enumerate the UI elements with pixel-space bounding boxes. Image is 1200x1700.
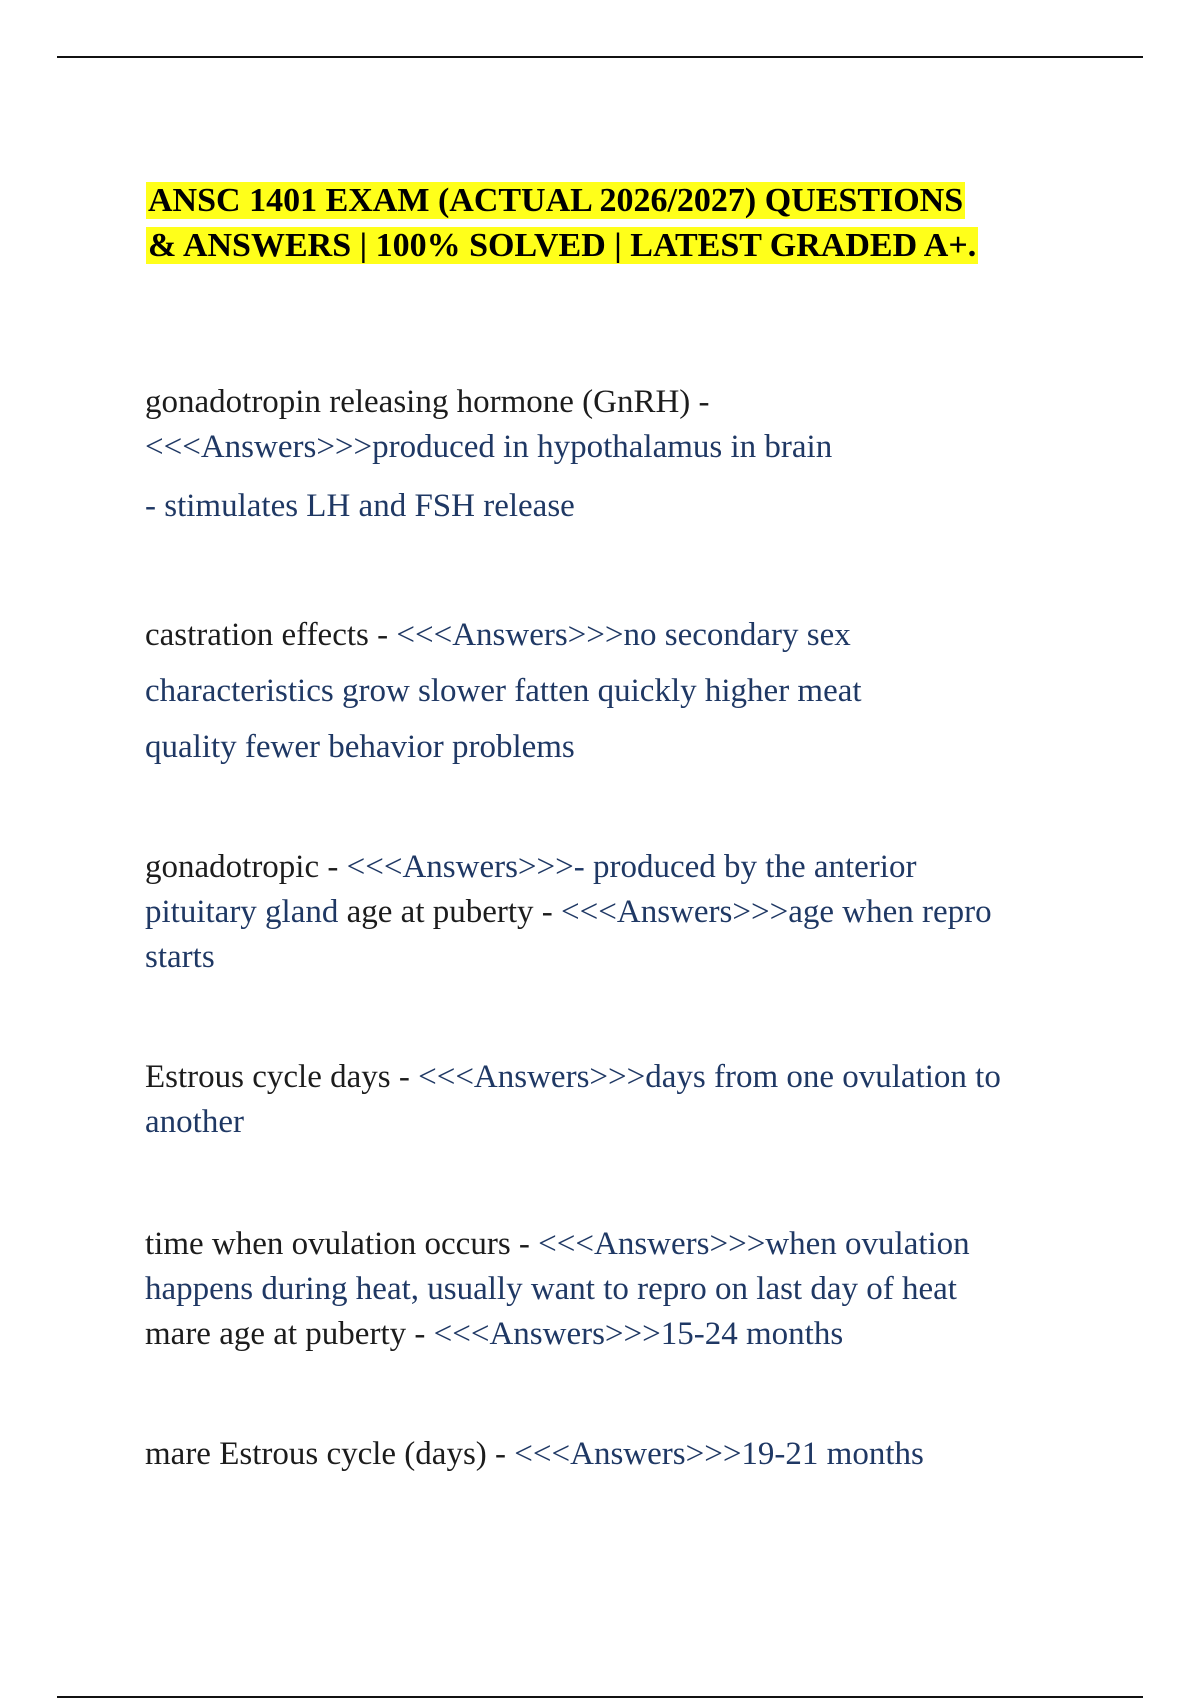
qa-entry-castration <box>145 607 885 775</box>
answer-text: <<<Answers>>>when ovulation happens during heat, usually want to repro on last day of heat <box>145 1226 970 1307</box>
question-text: mare Estrous cycle (days) - <box>145 1436 515 1472</box>
qa-entry-estrous-cycle <box>145 1055 1080 1145</box>
qa-entry-gonadotropic <box>145 845 1025 980</box>
title-line-2: & ANSWERS | 100% SOLVED | LATEST GRADED A+. <box>148 227 977 264</box>
title-line-1: ANSC 1401 EXAM (ACTUAL 2026/2027) QUESTIONS <box>148 182 964 219</box>
answer-text: <<<Answers>>>19-21 months <box>514 1436 924 1472</box>
question-text-2: mare age at puberty - <box>145 1316 434 1352</box>
answer-text-2: <<<Answers>>>15-24 months <box>433 1316 844 1352</box>
answer-text: <<<Answers>>>days from one ovulation to another <box>145 1059 1001 1140</box>
qa-entry-ovulation-time <box>145 1222 1085 1357</box>
qa-entry-mare-estrous <box>145 1432 1075 1477</box>
question-text: gonadotropic - <box>145 849 347 885</box>
answer-text: <<<Answers>>>no secondary sex characteristics grow slower fatten quickly higher meat quality fewer behavior problems <box>145 617 862 765</box>
answer-text: <<<Answers>>>produced in hypothalamus in brain <box>145 429 833 465</box>
question-text: castration effects - <box>145 617 397 653</box>
question-text: time when ovulation occurs - <box>145 1226 539 1262</box>
document-title <box>146 178 1086 268</box>
question-text: gonadotropin releasing hormone (GnRH) - <box>145 384 710 420</box>
answer-text-2: <<<Answers>>>age when repro starts <box>145 894 992 975</box>
qa-entry-gnrh <box>145 380 1075 529</box>
question-text: Estrous cycle days - <box>145 1059 419 1095</box>
answer-text-continued: - stimulates LH and FSH release <box>145 488 575 524</box>
top-rule <box>57 56 1143 58</box>
bottom-rule <box>57 1696 1143 1698</box>
answer-text: <<<Answers>>>- produced by the anterior pituitary gland <box>145 849 917 930</box>
question-text-2: age at puberty - <box>338 894 562 930</box>
